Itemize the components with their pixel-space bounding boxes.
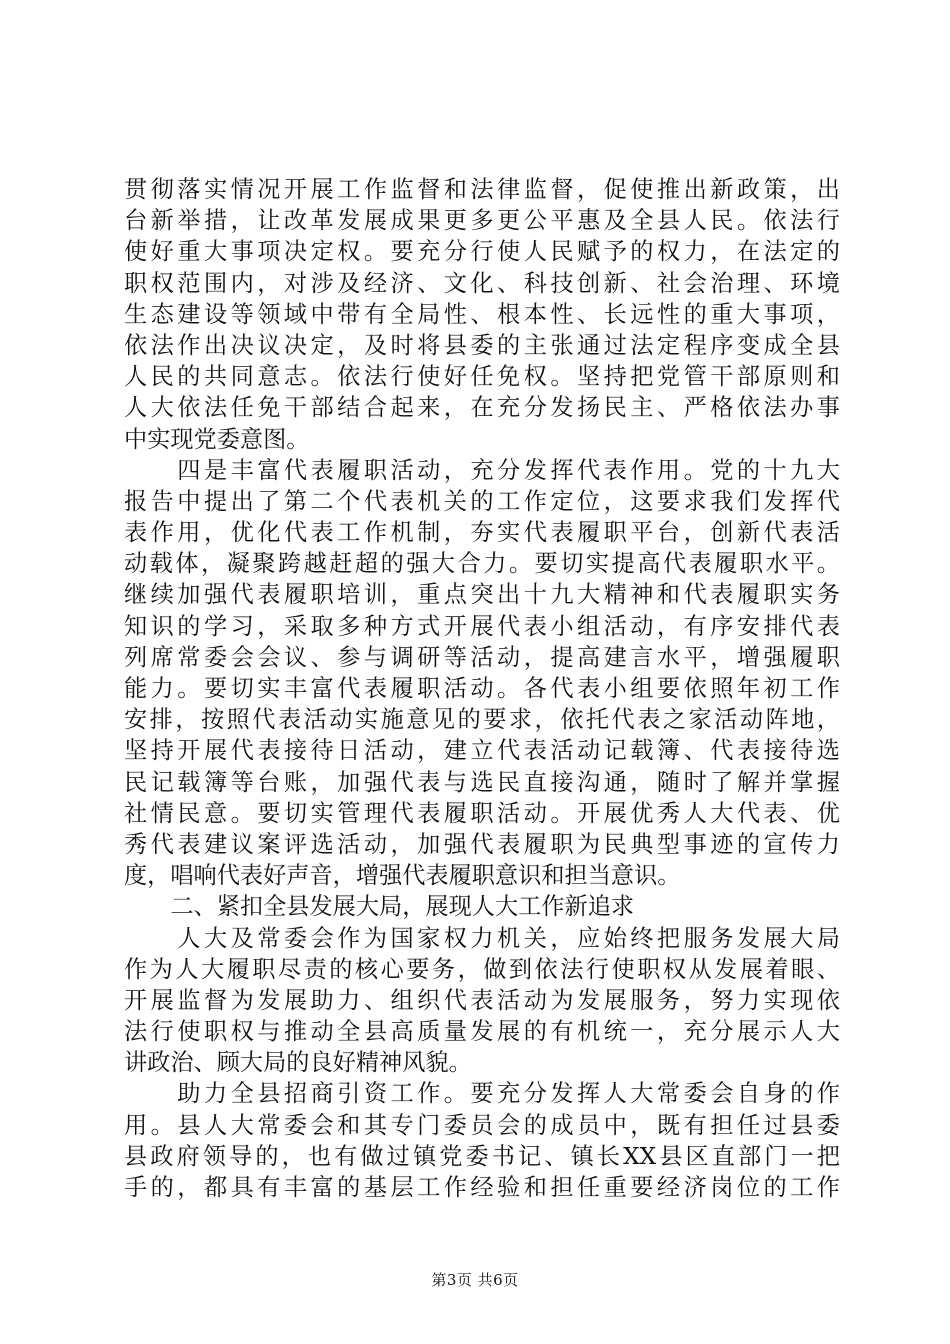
text-line: 贯彻落实情况开展工作监督和法律监督，促使推出新政策，出 (124, 176, 840, 203)
text-line: 依法作出决议决定，及时将县委的主张通过法定程序变成全县 (124, 331, 840, 359)
text-line: 知识的学习，采取多种方式开展代表小组活动，有序安排代表 (124, 612, 840, 640)
text-line: 四是丰富代表履职活动，充分发挥代表作用。党的十九大 (124, 456, 840, 484)
text-line: 能力。要切实丰富代表履职活动。各代表小组要依照年初工作 (124, 675, 840, 702)
text-line: 讲政治、顾大局的良好精神风貌。 (124, 1049, 472, 1077)
text-line: 坚持开展代表接待日活动，建立代表活动记载簿、代表接待选 (124, 737, 840, 765)
text-line: 县政府领导的，也有做过镇党委书记、镇长XX县区直部门一把 (124, 1142, 840, 1170)
text-line: 生态建设等领域中带有全局性、根本性、长远性的重大事项， (124, 300, 840, 328)
text-line: 人大依法任免干部结合起来，在充分发扬民主、严格依法办事 (124, 394, 840, 422)
text-line: 作为人大履职尽责的核心要务，做到依法行使职权从发展着眼、 (124, 955, 840, 983)
text-line: 表作用，优化代表工作机制，夯实代表履职平台，创新代表活 (124, 519, 840, 547)
text-line: 手的，都具有丰富的基层工作经验和担任重要经济岗位的工作 (124, 1174, 840, 1201)
text-line: 列席常委会会议、参与调研等活动，提高建言水平，增强履职 (124, 643, 840, 671)
document-body (124, 174, 840, 1203)
text-line: 报告中提出了第二个代表机关的工作定位，这要求我们发挥代 (124, 487, 840, 515)
text-line: 安排，按照代表活动实施意见的要求，依托代表之家活动阵地， (124, 706, 840, 734)
text-line: 用。县人大常委会和其专门委员会的成员中，既有担任过县委 (124, 1111, 840, 1139)
text-line: 继续加强代表履职培训，重点突出十九大精神和代表履职实务 (124, 581, 840, 609)
text-line: 民记载簿等台账，加强代表与选民直接沟通，随时了解并掌握 (124, 768, 840, 796)
text-line: 助力全县招商引资工作。要充分发挥人大常委会自身的作 (124, 1080, 840, 1108)
text-line: 动载体，凝聚跨越赶超的强大合力。要切实提高代表履职水平。 (124, 550, 840, 578)
text-line: 度，唱响代表好声音，增强代表履职意识和担当意识。 (124, 862, 681, 890)
text-line: 法行使职权与推动全县高质量发展的有机统一，充分展示人大 (124, 1018, 840, 1046)
text-line: 人民的共同意志。依法行使好任免权。坚持把党管干部原则和 (124, 363, 840, 391)
text-line: 使好重大事项决定权。要充分行使人民赋予的权力，在法定的 (124, 238, 840, 266)
text-line: 二、紧扣全县发展大局，展现人大工作新追求 (124, 893, 635, 921)
text-line: 开展监督为发展助力、组织代表活动为发展服务，努力实现依 (124, 986, 840, 1014)
text-line: 秀代表建议案评选活动，加强代表履职为民典型事迹的宣传力 (124, 830, 840, 858)
text-line: 社情民意。要切实管理代表履职活动。开展优秀人大代表、优 (124, 799, 840, 827)
page-footer: 第3页 共6页 (431, 1271, 519, 1289)
text-line: 中实现党委意图。 (124, 425, 310, 453)
text-line: 台新举措，让改革发展成果更多更公平惠及全县人民。依法行 (124, 207, 840, 235)
text-line: 人大及常委会作为国家权力机关，应始终把服务发展大局 (124, 924, 840, 952)
text-line: 职权范围内，对涉及经济、文化、科技创新、社会治理、环境 (124, 269, 840, 297)
